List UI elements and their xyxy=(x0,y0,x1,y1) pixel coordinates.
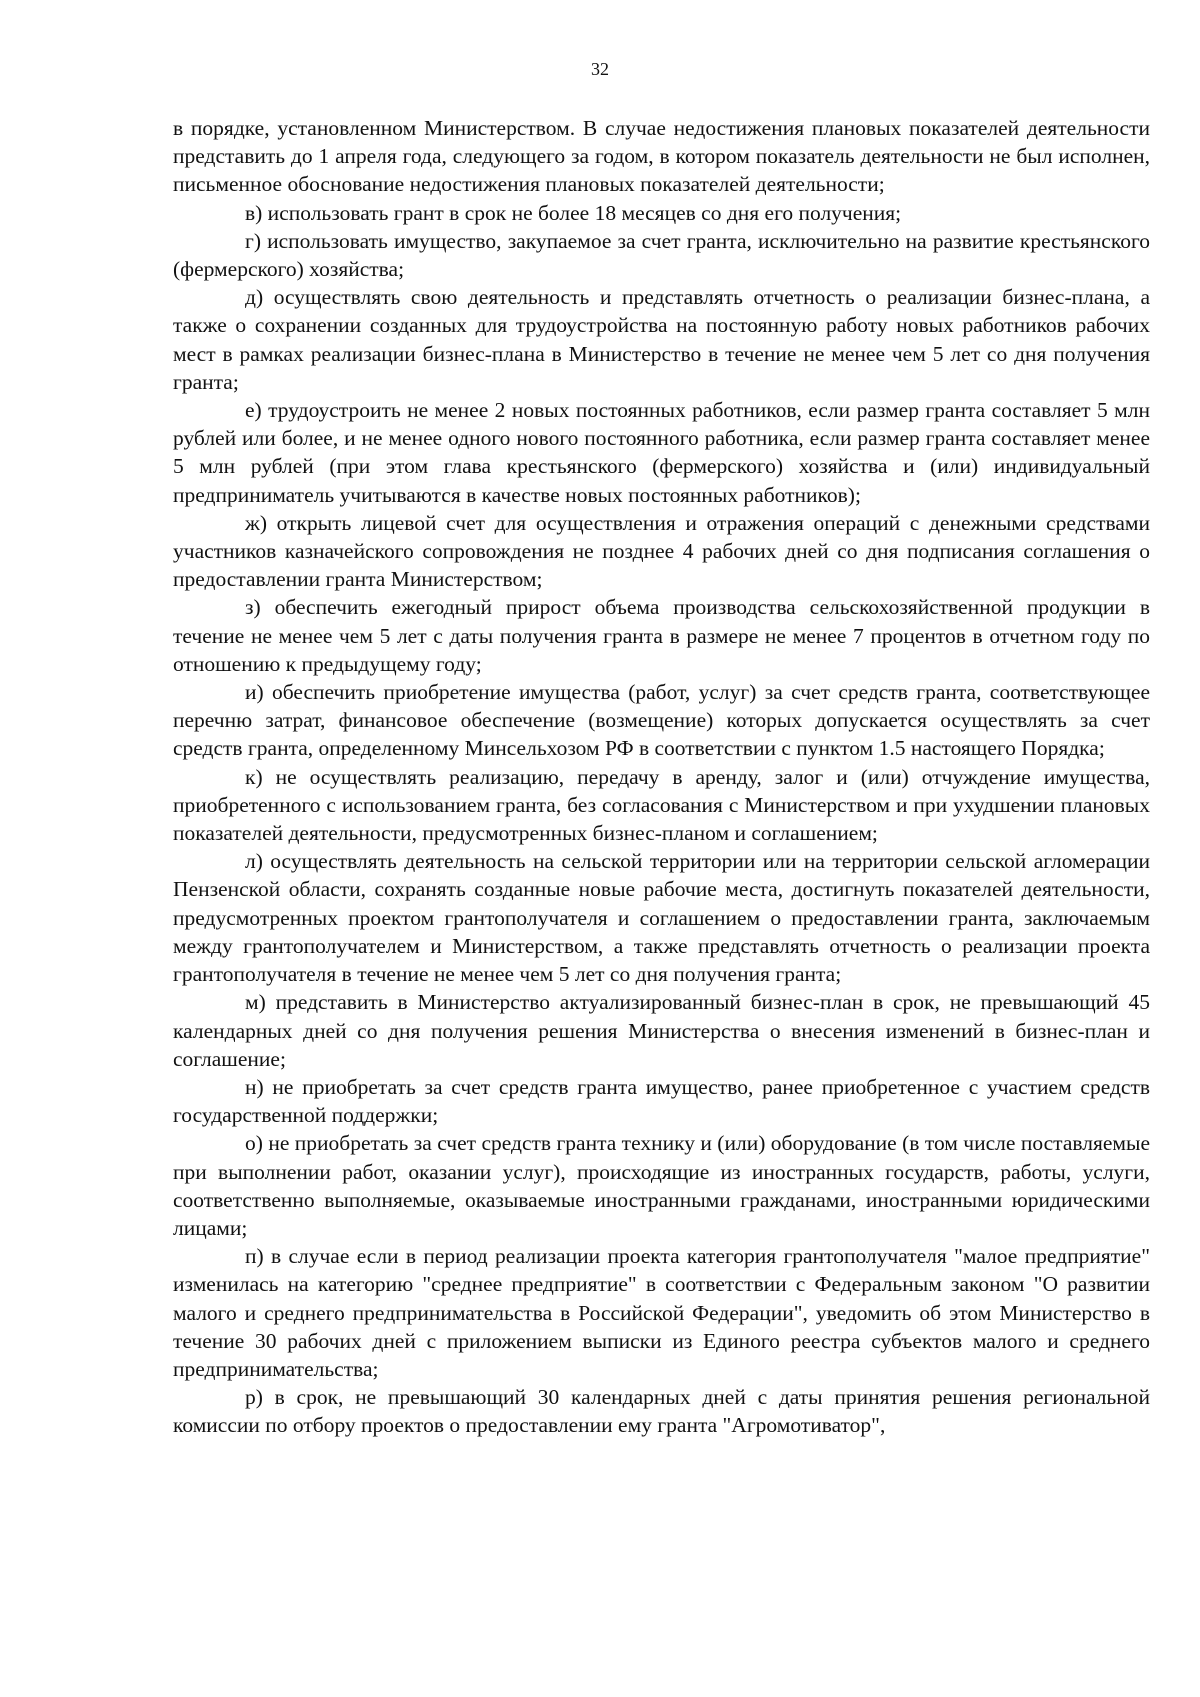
paragraph: р) в срок, не превышающий 30 календарных дней с даты принятия решения региональной комиссии по отбору проектов о предоставлении ему гранта "Агромотиватор", xyxy=(173,1385,1150,1438)
paragraph: и) обеспечить приобретение имущества (работ, услуг) за счет средств гранта, соответствующее перечню затрат, финансовое обеспечение (возмещение) которых допускается осуществлять за счет средств гранта, определенному Минсельхозом РФ в соответствии с пунктом 1.5 настоящего Порядка; xyxy=(173,680,1150,761)
paragraph: л) осуществлять деятельность на сельской территории или на территории сельской агломерации Пензенской области, сохранять созданные новые рабочие места, достигнуть показателей деятельности, предусмотренных проектом грантополучателя и соглашением о предоставлении гранта, заключаемым между грантополучателем и Министерством, а также представлять отчетность о реализации проекта грантополучателя в течение не менее чем 5 лет со дня получения гранта; xyxy=(173,849,1150,987)
paragraph: м) представить в Министерство актуализированный бизнес-план в срок, не превышающий 45 календарных дней со дня получения решения Министерства о внесения изменений в бизнес-план и соглашение; xyxy=(173,990,1150,1071)
paragraph: н) не приобретать за счет средств гранта имущество, ранее приобретенное с участием средств государственной поддержки; xyxy=(173,1074,1150,1128)
paragraph: к) не осуществлять реализацию, передачу в аренду, залог и (или) отчуждение имущества, приобретенного с использованием гранта, без согласования с Министерством и при ухудшении плановых показателей деятельности, предусмотренных бизнес-планом и соглашением; xyxy=(173,764,1150,846)
document-body xyxy=(173,114,1150,1440)
page-number: 32 xyxy=(591,59,609,79)
paragraph: в порядке, установленном Министерством. В случае недостижения плановых показателей деятельности представить до 1 апреля года, следующего за годом, в котором показатель деятельности не был исполнен, письменное обоснование недостижения плановых показателей деятельности; xyxy=(173,116,1150,197)
paragraph: з) обеспечить ежегодный прирост объема производства сельскохозяйственной продукции в течение не менее чем 5 лет с даты получения гранта в размере не менее 7 процентов в отчетном году по отношению к предыдущему году; xyxy=(173,595,1150,676)
paragraph: ж) открыть лицевой счет для осуществления и отражения операций с денежными средствами участников казначейского сопровождения не позднее 4 рабочих дней со дня подписания соглашения о предоставлении гранта Министерством; xyxy=(173,510,1150,592)
paragraph: е) трудоустроить не менее 2 новых постоянных работников, если размер гранта составляет 5 млн рублей или более, и не менее одного нового постоянного работника, если размер гранта составляет менее 5 млн рублей (при этом глава крестьянского (фермерского) хозяйства и (или) индивидуальный предприниматель учитываются в качестве новых постоянных работников); xyxy=(173,398,1150,507)
paragraph: д) осуществлять свою деятельность и представлять отчетность о реализации бизнес-плана, а также о сохранении созданных для трудоустройства на постоянную работу новых работников рабочих мест в рамках реализации бизнес-плана в Министерство в течение не менее чем 5 лет со дня получения гранта; xyxy=(173,285,1150,394)
paragraph: п) в случае если в период реализации проекта категория грантополучателя "малое предприятие" изменилась на категорию "среднее предприятие" в соответствии с Федеральным законом "О развитии малого и среднего предпринимательства в Российской Федерации", уведомить об этом Министерство в течение 30 рабочих дней с приложением выписки из Единого реестра субъектов малого и среднего предпринимательства; xyxy=(173,1244,1150,1381)
paragraph: г) использовать имущество, закупаемое за счет гранта, исключительно на развитие крестьянского (фермерского) хозяйства; xyxy=(173,228,1150,282)
paragraph: в) использовать грант в срок не более 18 месяцев со дня его получения; xyxy=(245,200,902,225)
paragraph: о) не приобретать за счет средств гранта технику и (или) оборудование (в том числе поставляемые при выполнении работ, оказании услуг), происходящие из иностранных государств, работы, услуги, соответственно выполняемые, оказываемые иностранными гражданами, иностранными юридическими лицами; xyxy=(173,1131,1150,1240)
